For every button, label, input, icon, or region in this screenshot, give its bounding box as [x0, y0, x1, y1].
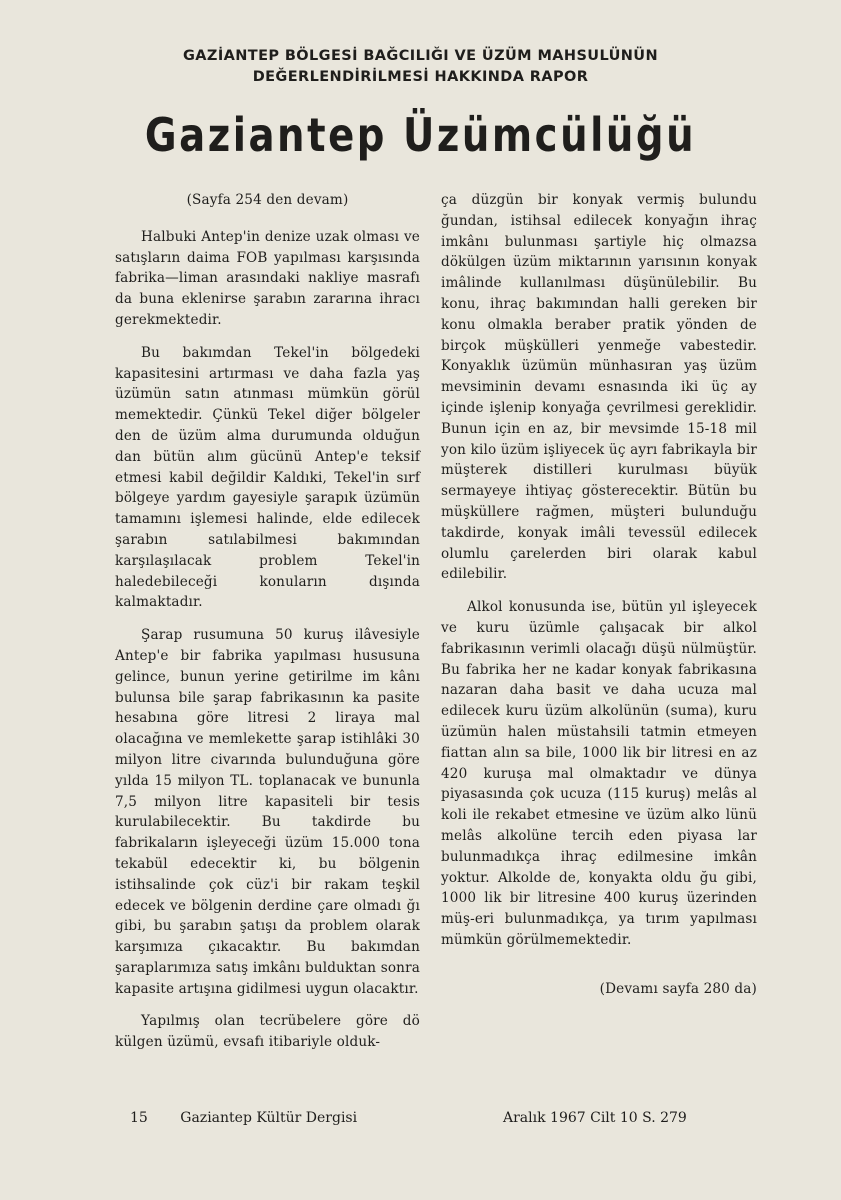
right-column	[441, 190, 757, 1011]
paragraph: ça düzgün bir konyak vermiş bulundu ğundan, istihsal edilecek konyağın ihraç imkânı bulunması şartiyle hiç olmazsa dökülgen üzüm miktarının yarısının konyak imâlinde kullanılması düşünülebilir. Bu konu, ihraç bakımından halli gereken bir konu olmakla beraber pratik yönden de birçok müşkülleri yenmeğe vabestedir. Konyaklık üzümün münhasıran yaş üzüm mevsiminin devamı esnasında iki üç ay içinde işlenip konyağa çevrilmesi gereklidir. Bunun için en az, bir mevsimde 15-18 mil yon kilo üzüm işliyecek üç ayrı fabrikayla bir müşterek distilleri kurulması büyük sermayeye ihtiyaç gösterecektir. Bütün bu müşküllere rağmen, müşteri bulunduğu takdirde, konyak imâli tevessül edilecek olumlu çarelerden biri olarak kabul edilebilir.	[441, 192, 757, 583]
paragraph: Şarap rusumuna 50 kuruş ilâvesiyle Antep'e bir fabrika yapılması hususuna gelince, bunun yerine getirilme im kânı bulunsa bile şarap fabrikasının ka pasite hesabına göre litresi 2 liraya mal olacağına ve memlekette şarap istihlâki 30 milyon litre civarında bulunduğuna göre yılda 15 milyon TL. toplanacak ve bununla 7,5 milyon litre kapasiteli bir tesis kurulabilecektir. Bu takdirde bu fabrikaların işleyeceği üzüm 15.000 tona tekabül edecektir ki, bu bölgenin istihsalinde çok cüz'i bir rakam teşkil edecek ve bölgenin derdine çare olmadı ğı gibi, bu şarabın şatışı da problem olarak karşımıza çıkacaktır. Bu bakımdan şaraplarımıza satış imkânı bulduktan sonra kapasite artışına gidilmesi uygun olacaktır.	[115, 627, 420, 997]
continued-to-note: (Devamı sayfa 280 da)	[599, 980, 757, 997]
footer-left	[130, 1110, 357, 1126]
header-line-1: GAZİANTEP BÖLGESİ BAĞCILIĞI VE ÜZÜM MAHSULÜNÜN	[182, 48, 659, 64]
paragraph: Alkol konusunda ise, bütün yıl işleyecek ve kuru üzümle çalışacak bir alkol fabrikasının verimli olacağı düşü nülmüştür. Bu fabrika her ne kadar konyak fabrikasına nazaran daha basit ve daha ucuza mal edilecek kuru üzüm alkolünün (suma), kuru üzümün halen müstahsili tatmin etmeyen fiattan alın sa bile, 1000 lik bir litresi en az 420 kuruşa mal olmaktadır ve dünya piyasasında çok ucuza (115 kuruş) melâs al koli ile rekabet etmesine ve üzüm alko lünü melâs alkolüne tercih eden piyasa lar bulunmadıkça ihraç edilmesine imkân yoktur. Alkolde de, konyakta oldu ğu gibi, 1000 lik bir litresine 400 kuruş üzerinden müş-eri bulunmadıkça, ya tırım yapılması mümkün görülmemektedir.	[441, 599, 757, 948]
paragraph: Bu bakımdan Tekel'in bölgedeki kapasitesini artırması ve daha fazla yaş üzümün satın atınması mümkün görül memektedir. Çünkü Tekel diğer bölgeler den de üzüm alma durumunda olduğun dan bütün alım gücünü Antep'e teksif etmesi kabil değildir Kaldıki, Tekel'in sırf bölgeye yardım gayesiyle şarapık üzümün tamamını işlemesi halinde, elde edilecek şarabın satılabilmesi bakımından karşılaşılacak problem Tekel'in haledebileceği konuların dışında kalmaktadır.	[115, 344, 420, 611]
left-column	[115, 190, 420, 1065]
paragraph: Halbuki Antep'in denize uzak olması ve satışların daima FOB yapılması karşısında fabrika—liman arasındaki nakliye masrafı da buna eklenirse şarabın zararına ihracı gerekmektedir.	[115, 228, 420, 328]
continued-from-note: (Sayfa 254 den devam)	[186, 192, 349, 208]
article-title: Gaziantep Üzümcülüğü	[144, 108, 697, 162]
header-line-2: DEĞERLENDİRİLMESİ HAKKINDA RAPOR	[252, 69, 589, 85]
footer-issue: Aralık 1967 Cilt 10 S. 279	[503, 1110, 687, 1126]
journal-name: Gaziantep Kültür Dergisi	[180, 1110, 358, 1126]
page-number: 15	[130, 1110, 148, 1126]
report-header	[0, 46, 841, 88]
paragraph: Yapılmış olan tecrübelere göre dö külgen üzümü, evsafı itibariyle olduk-	[115, 1013, 420, 1051]
